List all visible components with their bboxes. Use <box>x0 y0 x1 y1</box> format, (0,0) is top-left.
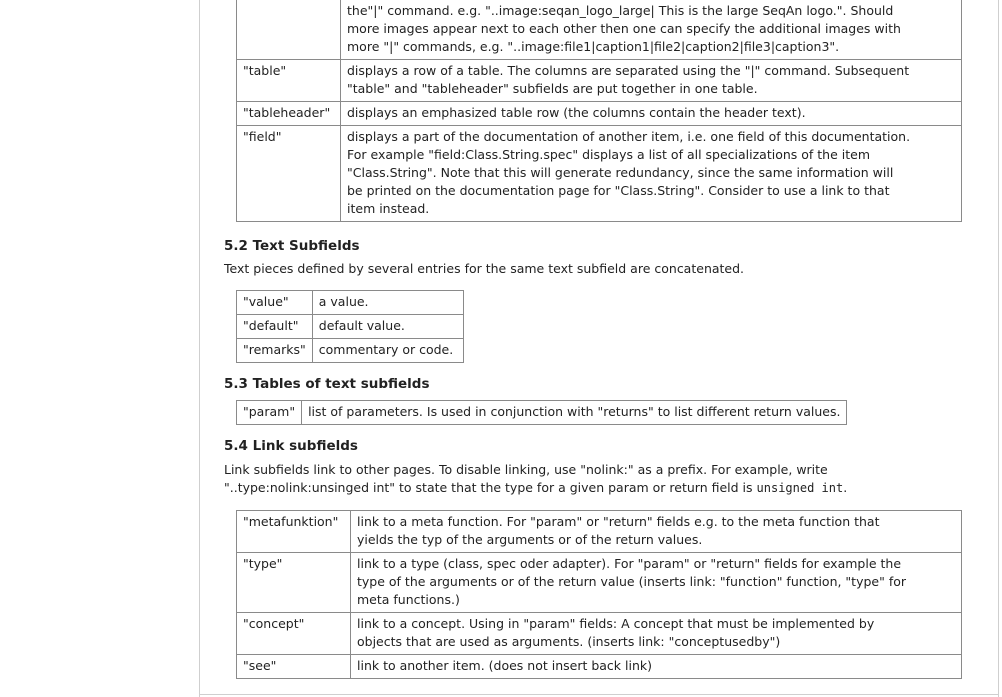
table-row <box>237 553 962 613</box>
page-bottom-border <box>199 694 999 695</box>
table-row <box>237 0 962 60</box>
table-row <box>237 60 962 102</box>
text-subfields-table <box>236 290 464 363</box>
subfield-description: default value. <box>312 315 463 339</box>
subfield-key: "concept" <box>237 613 351 655</box>
subfield-key: "param" <box>237 401 302 425</box>
page-right-border <box>998 0 999 697</box>
tables-of-text-subfields-table <box>236 400 847 425</box>
subfield-key: "remarks" <box>237 339 313 363</box>
subfield-description: link to a meta function. For "param" or "return" fields e.g. to the meta function that yields the typ of the arguments or of the return values. <box>351 511 962 553</box>
subfield-key: "type" <box>237 553 351 613</box>
subfield-description: link to a type (class, spec oder adapter). For "param" or "return" fields for example the type of the arguments or of the return value (inserts link: "function" function, "type" for meta functions.) <box>351 553 962 613</box>
subfield-description: list of parameters. Is used in conjunction with "returns" to list different return values. <box>302 401 847 425</box>
table-row <box>237 339 464 363</box>
section-heading-text-subfields: 5.2 Text Subfields <box>224 238 360 254</box>
subfield-key: "table" <box>237 60 341 102</box>
table-row <box>237 315 464 339</box>
section-heading-link-subfields: 5.4 Link subfields <box>224 438 358 454</box>
subfield-key: "tableheader" <box>237 102 341 126</box>
table-row <box>237 655 962 679</box>
subfield-description: link to another item. (does not insert back link) <box>351 655 962 679</box>
subfield-key: "field" <box>237 126 341 222</box>
section-heading-tables-of-text-subfields: 5.3 Tables of text subfields <box>224 376 430 392</box>
section-intro: Link subfields link to other pages. To disable linking, use "nolink:" as a prefix. For example, write "..type:nolink:unsinged int" to state that the type for a given param or return field is unsigned int. <box>224 462 848 495</box>
subfield-description: displays an emphasized table row (the columns contain the header text). <box>341 102 962 126</box>
inline-code: unsigned int <box>756 481 844 495</box>
table-row <box>237 291 464 315</box>
table-row <box>237 102 962 126</box>
subfield-description: link to a concept. Using in "param" fields: A concept that must be implemented by objects that are used as arguments. (inserts link: "conceptusedby") <box>351 613 962 655</box>
section-intro: Text pieces defined by several entries for the same text subfield are concatenated. <box>224 261 745 276</box>
subfield-description: commentary or code. <box>312 339 463 363</box>
table-row <box>237 511 962 553</box>
subfield-key: "see" <box>237 655 351 679</box>
subfield-description: displays a part of the documentation of another item, i.e. one field of this documentation. For example "field:Class.String.spec" displays a list of all specializations of the item "Class.String". Note that this will generate redundancy, since the same information will be printed on the documentation page for "Class.String". Consider to use a link to that item instead. <box>341 126 962 222</box>
subfield-key <box>237 0 341 60</box>
table-row <box>237 401 847 425</box>
subfields-table <box>236 0 962 222</box>
subfield-description: the"|" command. e.g. "..image:seqan_logo_large| This is the large SeqAn logo.". Should more images appear next to each other then one can specify the additional images with more "|" commands, e.g. "..image:file1|caption1|file2|caption2|file3|caption3". <box>341 0 962 60</box>
link-subfields-table <box>236 510 962 679</box>
subfield-description: displays a row of a table. The columns are separated using the "|" command. Subsequent "table" and "tableheader" subfields are put together in one table. <box>341 60 962 102</box>
table-row <box>237 613 962 655</box>
subfield-description: a value. <box>312 291 463 315</box>
subfield-key: "value" <box>237 291 313 315</box>
subfield-key: "metafunktion" <box>237 511 351 553</box>
page-left-border <box>199 0 200 697</box>
subfield-key: "default" <box>237 315 313 339</box>
table-row <box>237 126 962 222</box>
